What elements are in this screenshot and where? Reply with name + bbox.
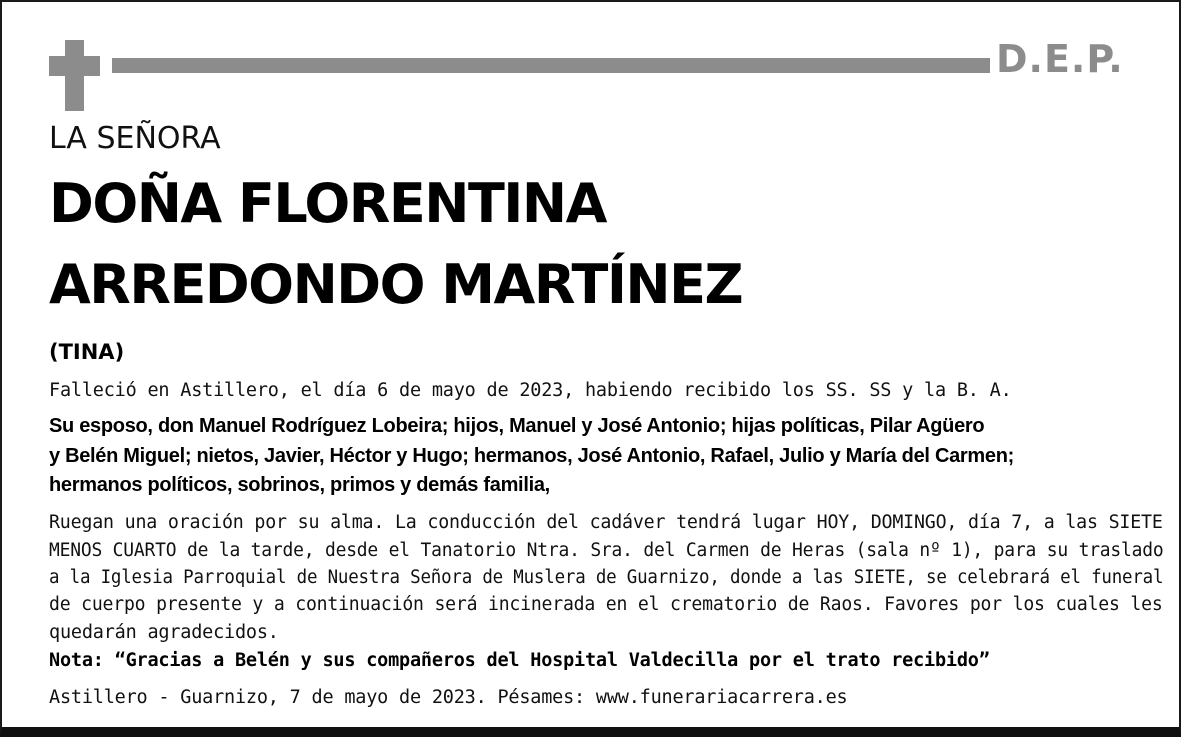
closing-line: Astillero - Guarnizo, 7 de mayo de 2023. Pésames: www.funerariacarrera.es	[49, 687, 848, 708]
deceased-nickname: (TINA)	[49, 340, 125, 364]
family-line: y Belén Miguel; nietos, Javier, Héctor y Hugo; hermanos, José Antonio, Rafael, Julio y María del Carmen;	[49, 445, 1014, 467]
title-prefix: LA SEÑORA	[49, 121, 221, 156]
prayer-line: MENOS CUARTO de la tarde, desde el Tanatorio Ntra. Sra. del Carmen de Heras (sala nº 1), para su traslado	[49, 540, 1164, 561]
prayer-line: a la Iglesia Parroquial de Nuestra Señora de Muslera de Guarnizo, donde a las SIETE, se celebrará el funeral	[49, 567, 1164, 588]
cross-horizontal-bar	[49, 56, 100, 76]
dep-label: D.E.P.	[996, 37, 1124, 81]
family-line: hermanos políticos, sobrinos, primos y demás familia,	[49, 474, 550, 496]
prayer-line: de cuerpo presente y a continuación será incinerada en el crematorio de Raos. Favores por los cuales les	[49, 594, 1163, 615]
death-notice: Falleció en Astillero, el día 6 de mayo de 2023, habiendo recibido los SS. SS y la B. A.	[49, 380, 1012, 401]
prayer-line: Ruegan una oración por su alma. La conducción del cadáver tendrá lugar HOY, DOMINGO, día 7, a las SIETE	[49, 512, 1163, 533]
family-line: Su esposo, don Manuel Rodríguez Lobeira; hijos, Manuel y José Antonio; hijas políticas, Pilar Agüero	[49, 415, 985, 437]
deceased-name-line2: ARREDONDO MARTÍNEZ	[49, 253, 743, 316]
header-rule	[112, 58, 990, 73]
prayer-line: quedarán agradecidos.	[49, 622, 279, 643]
deceased-name-line1: DOÑA FLORENTINA	[49, 172, 606, 235]
thanks-note: Nota: “Gracias a Belén y sus compañeros del Hospital Valdecilla por el trato recibido”	[49, 650, 990, 671]
